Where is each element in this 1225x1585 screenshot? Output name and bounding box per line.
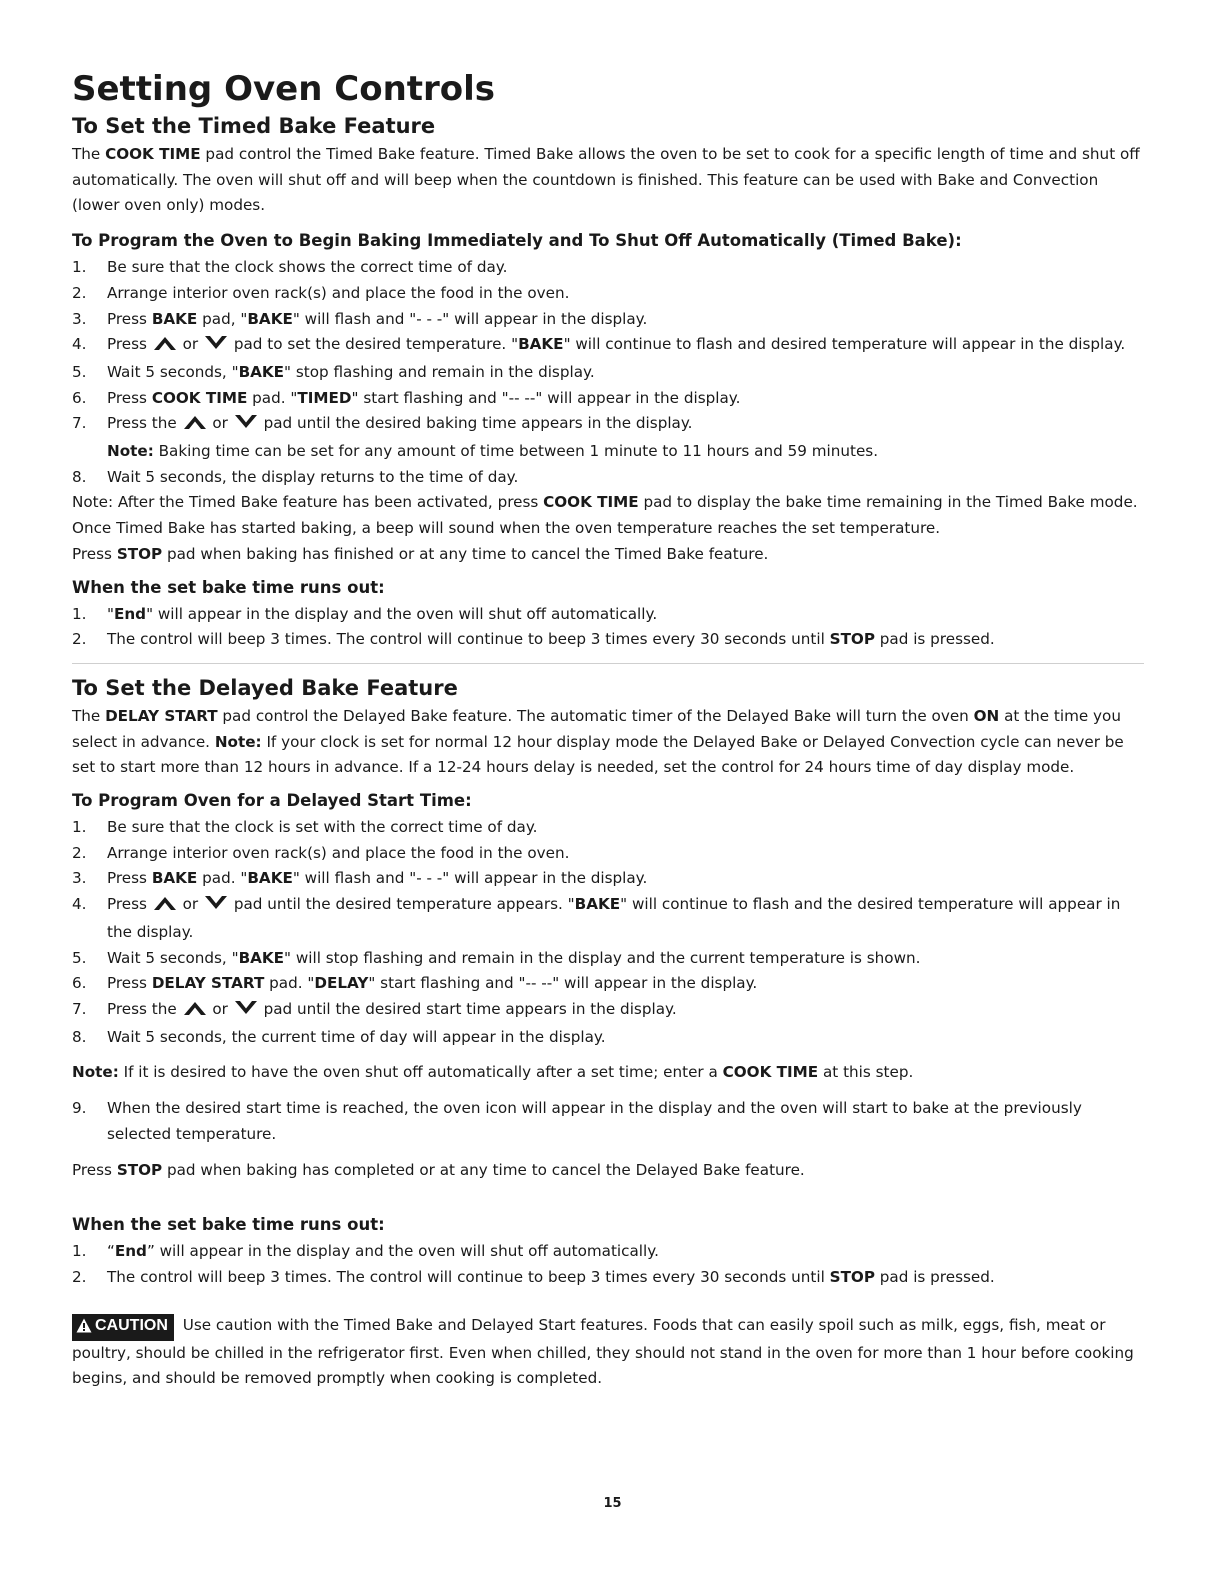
timed-steps bbox=[72, 255, 1144, 490]
timed-runs-out-heading: When the set bake time runs out: bbox=[72, 577, 385, 597]
page-number: 15 bbox=[603, 1496, 622, 1511]
list-item: 2. The control will beep 3 times. The control will continue to beep 3 times every 30 seconds until STOP pad is pressed. bbox=[72, 630, 995, 649]
step-note: Note: Baking time can be set for any amount of time between 1 minute to 11 hours and 59 minutes. bbox=[107, 442, 879, 461]
delayed-program-heading: To Program Oven for a Delayed Start Time: bbox=[72, 791, 472, 811]
warning-triangle-icon bbox=[76, 1318, 92, 1340]
timed-stop-line: Press STOP pad when baking has finished or at any time to cancel the Timed Bake feature. bbox=[72, 544, 769, 563]
delayed-runs-out-heading: When the set bake time runs out: bbox=[72, 1215, 385, 1235]
caution-paragraph: CAUTION Use caution with the Timed Bake and Delayed Start features. Foods that can easily spoil such as milk, eggs, fish, meat or poultry, should be chilled in the refrigerator first. Even when chilled, they should not stand in the oven for more than 1 hour before cooking begins, and should be removed promptly when cooking is completed. bbox=[72, 1315, 1134, 1388]
up-arrow-icon bbox=[152, 894, 178, 920]
timed-bake-heading: To Set the Timed Bake Feature bbox=[72, 114, 436, 138]
section-divider bbox=[72, 663, 1144, 664]
down-arrow-icon bbox=[203, 894, 229, 920]
spacer bbox=[72, 1050, 1144, 1060]
list-item: 8. Wait 5 seconds, the display returns to the time of day. bbox=[72, 467, 519, 486]
timed-runs-out-list bbox=[72, 602, 1144, 653]
timed-program-heading: To Program the Oven to Begin Baking Immediately and To Shut Off Automatically (Timed Bake): bbox=[72, 231, 962, 251]
list-item: 1. Be sure that the clock shows the correct time of day. bbox=[72, 258, 508, 277]
list-item: 7. Press the or pad until the desired start time appears in the display. bbox=[72, 997, 1144, 1025]
list-item: 2. The control will beep 3 times. The control will continue to beep 3 times every 30 seconds until STOP pad is pressed. bbox=[72, 1267, 995, 1286]
delayed-note: Note: If it is desired to have the oven shut off automatically after a set time; enter a COOK TIME at this step. bbox=[72, 1063, 914, 1082]
list-item: 4. Press or pad to set the desired temperature. "BAKE" will continue to flash and desired temperature will appear in the display. bbox=[72, 332, 1144, 360]
delayed-bake-intro: The DELAY START pad control the Delayed Bake feature. The automatic timer of the Delayed Bake will turn the oven ON at the time you select in advance. Note: If your clock is set for normal 12 hour display mode the Delayed Bake or Delayed Convection cycle can never be set to start more than 12 hours in advance. If a 12-24 hours delay is needed, set the control for 24 hours time of day display mode. bbox=[72, 706, 1124, 777]
list-item: 3. Press BAKE pad. "BAKE" will flash and "- - -" will appear in the display. bbox=[72, 869, 648, 888]
spacer bbox=[72, 1291, 1144, 1313]
down-arrow-icon bbox=[203, 334, 229, 360]
list-item: 1. Be sure that the clock is set with the correct time of day. bbox=[72, 818, 538, 837]
list-item: 7. Press the or pad until the desired baking time appears in the display. bbox=[72, 411, 1144, 439]
spacer bbox=[72, 1183, 1144, 1205]
list-item: 1. “End” will appear in the display and the oven will shut off automatically. bbox=[72, 1242, 659, 1261]
timed-bake-intro: The COOK TIME pad control the Timed Bake feature. Timed Bake allows the oven to be set to cook for a specific length of time and shut off automatically. The oven will shut off and will beep when the countdown is finished. This feature can be used with Bake and Convection (lower oven only) modes. bbox=[72, 145, 1140, 215]
up-arrow-icon bbox=[152, 334, 178, 360]
list-item: 6. Press COOK TIME pad. "TIMED" start flashing and "-- --" will appear in the display. bbox=[72, 388, 741, 407]
caution-badge: CAUTION bbox=[72, 1314, 174, 1341]
down-arrow-icon bbox=[233, 413, 259, 439]
timed-after-note: Note: After the Timed Bake feature has been activated, press COOK TIME pad to display the bake time remaining in the Timed Bake mode. Once Timed Bake has started baking, a beep will sound when the oven temperature reaches the set temperature. bbox=[72, 493, 1138, 538]
list-item: 5. Wait 5 seconds, "BAKE" stop flashing and remain in the display. bbox=[72, 362, 595, 381]
list-item: 9. When the desired start time is reached, the oven icon will appear in the display and the oven will start to bake at the previously selected temperature. bbox=[72, 1099, 1082, 1143]
up-arrow-icon bbox=[182, 999, 208, 1025]
list-item: 8. Wait 5 seconds, the current time of day will appear in the display. bbox=[72, 1027, 606, 1046]
list-item: 1. "End" will appear in the display and the oven will shut off automatically. bbox=[72, 604, 658, 623]
manual-page bbox=[72, 70, 1144, 1392]
spacer bbox=[72, 1148, 1144, 1158]
list-item: 2. Arrange interior oven rack(s) and place the food in the oven. bbox=[72, 843, 570, 862]
list-item: 2. Arrange interior oven rack(s) and place the food in the oven. bbox=[72, 283, 570, 302]
delayed-steps bbox=[72, 815, 1144, 1050]
list-item: 4. Press or pad until the desired temperature appears. "BAKE" will continue to flash and the desired temperature will appear in the display. bbox=[72, 895, 1121, 941]
delayed-runs-out-list bbox=[72, 1239, 1144, 1290]
page-title: Setting Oven Controls bbox=[72, 69, 496, 109]
list-item: 3. Press BAKE pad, "BAKE" will flash and "- - -" will appear in the display. bbox=[72, 309, 648, 328]
spacer bbox=[72, 1086, 1144, 1096]
down-arrow-icon bbox=[233, 999, 259, 1025]
list-item: 5. Wait 5 seconds, "BAKE" will stop flashing and remain in the display and the current temperature is shown. bbox=[72, 948, 921, 967]
up-arrow-icon bbox=[182, 413, 208, 439]
delayed-step-9 bbox=[72, 1096, 1144, 1147]
delayed-bake-heading: To Set the Delayed Bake Feature bbox=[72, 675, 458, 700]
delayed-stop-line: Press STOP pad when baking has completed or at any time to cancel the Delayed Bake feature. bbox=[72, 1160, 805, 1179]
list-item: 6. Press DELAY START pad. "DELAY" start flashing and "-- --" will appear in the display. bbox=[72, 974, 758, 993]
